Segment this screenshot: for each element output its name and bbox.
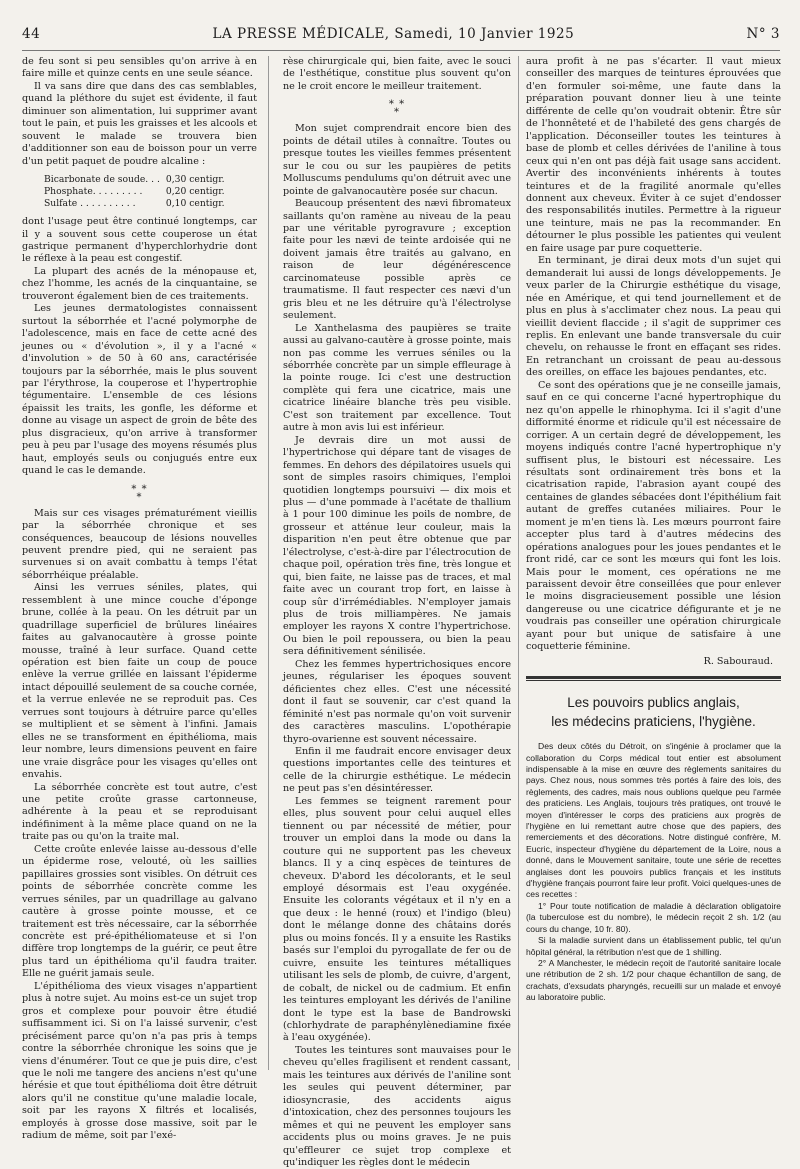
formula-ingredient: Bicarbonate de soude. . . [44, 174, 160, 186]
page-number: 44 [22, 26, 41, 42]
paragraph: Mais sur ces visages prématurément vieillis par la séborrhée chronique et ses conséquences, beaucoup de lésions nouvelles peuvent prendre pied, qui ne seraient pas survenues si on avait combattu à temps l'état séborrhéique préalable. [22, 507, 257, 581]
paragraph: de feu sont si peu sensibles qu'on arrive à en faire mille et quinze cents en une seule séance. [22, 56, 257, 80]
formula-dose: 0,20 centigr. [165, 186, 225, 198]
paragraph: Les jeunes dermatologistes connaissent surtout la séborrhée et l'acné polymorphe de l'adolescence, mais en face de cette acné des jeunes ou « d'évolution », il y a l'acné « d'involution » de 50 à 60 ans, caractérisée toujours par la séborrhée, mais le plus souvent par l'érythrose, la couperose et l'hypertrophie tégumentaire. L'ensemble de ces lésions épaissit les traits, les gonfle, les déforme et donne au visage un aspect de groin de bête des plus disgracieux, qu'on arrive à transformer peu à peu par l'usage des moyens résumés plus haut, employés seuls ou conjugués entre eux quand le cas le demande. [22, 303, 257, 477]
paragraph: 1° Pour toute notification de maladie à déclaration obligatoire (la tuberculose est du nombre), le médecin reçoit 2 sh. 1/2 (au cours du change, 10 fr. 80). [526, 900, 781, 934]
paragraph: Il va sans dire que dans des cas semblables, quand la pléthore du sujet est évidente, il faut diminuer son alimentation, lui supprimer avant tout le pain, et puis les graisses et les alcools et souvent le malade se trouvera bien d'additionner son eau de boisson pour un verre d'un petit paquet de poudre alcaline : [22, 80, 257, 167]
paragraph: Ce sont des opérations que je ne conseille jamais, sauf en ce qui concerne l'acné hypertrophique du nez qu'on appelle le rhinophyma. Ici il s'agit d'une difformité énorme et ridicule qu'il est nécessaire de corriger. A un certain degré de développement, les moyens indiqués contre l'acné hypertrophique n'y suffisent plus, le bistouri est nécessaire. Les résultats sont ordinairement très bons et la cicatrisation rapide, l'abrasion ayant coupé des centaines de glandes sébacées dont l'épithélium fait autant de greffes cutanées miliaires. Pour le moment je m'en tiens là. Les mœurs pourront faire accepter plus tard à d'autres médecins des opérations analogues pour les joues pendantes et le front ridé, car ce sont les mœurs qui font les lois. Mais pour le moment, ces opérations ne me paraissent devoir être conseillées que pour enlever le moins disgracieusement possible une lésion dangereuse ou une cicatrice défigurante et je ne voudrais pas conseiller une opération chirurgicale ayant pour but unique de satisfaire à une coquetterie féminine. [526, 379, 781, 653]
article-body [526, 741, 781, 1003]
column-2 [283, 56, 511, 1168]
paragraph: aura profit à ne pas s'écarter. Il vaut mieux conseiller des marques de teintures éprouvées que d'en formuler soi-même, une faute dans la préparation pouvant donner lieu à une teinte différente de celle qu'on voudrait obtenir. Être sûr de l'honnêteté et de l'habileté des gens chargés de l'application. Déconseiller toutes les teintures à base de plomb et celles dérivées de l'aniline à tous ceux qui n'en ont pas déjà fait usage sans accident. Avertir des inconvénients inhérents à toutes teintures et de la fragilité anormale qu'elles donnent aux cheveux. Éviter à ce sujet d'endosser des responsabilités inutiles. Permettre à la rigueur une teinture, mais ne pas la recommander. En détourner le plus possible les patientes qui veulent en faire usage par pure coquetterie. [526, 56, 781, 254]
formula-row [44, 186, 231, 198]
article-title-line: les médecins praticiens, l'hygiène. [551, 714, 756, 730]
paragraph: La séborrhée concrète est tout autre, c'est une petite croûte grasse cartonneuse, adhérente à la peau et se reproduisant indéfiniment à la même place quand on ne la traite pas ou qu'on la traite mal. [22, 781, 257, 843]
paragraph: Mon sujet comprendrait encore bien des points de détail utiles à connaître. Toutes ou presque toutes les vieilles femmes présentent sur le cou ou sur les paupières de petits Molluscums pendulums qu'on détruit avec une pointe de galvanocautère posée sur chacun. [283, 123, 511, 197]
paragraph: dont l'usage peut être continué longtemps, car il y a souvent sous cette couperose un état gastrique permanent d'hyperchlorhydrie dont le réflexe à la peau est congestif. [22, 216, 257, 265]
formula-ingredient: Phosphate. . . . . . . . . [44, 186, 143, 198]
article-divider [526, 680, 781, 681]
formula-row [44, 174, 231, 186]
paragraph: En terminant, je dirai deux mots d'un sujet qui demanderait lui aussi de longs développements. Je veux parler de la Chirurgie esthétique du visage, née en Amérique, et qui tend journellement et de plus en plus à s'acclimater chez nous. La peau qui vieillit devient flaccide ; il s'agit de supprimer ces replis. En enlevant une bande transversale du cuir chevelu, on rehausse le front en effaçant ses rides. En retranchant un croissant de peau au-dessous des oreilles, on efface les bajoues pendantes, etc. [526, 255, 781, 379]
paragraph: Des deux côtés du Détroit, on s'ingénie à proclamer que la collaboration du Corps médical tout entier est absolument indispensable à la mise en œuvre des règlements sanitaires du pays. Chez nous, nous sommes très portés à faire des lois, des règlements, des cadres, mais nous oublions quelque peu l'armée des praticiens. Les Anglais, toujours très pratiques, ont trouvé le moyen d'intéresser le corps des praticiens aux progrès de l'hygiène en lui remettant autre chose que des papiers, des remerciements et des décorations. Notre distingué confrère, M. Eucric, inspecteur d'hygiène du département de la Loire, nous a donné, dans le Mouvement sanitaire, toute une série de recettes anglaises dont les pouvoirs publics français et les instituts d'hygiène français pourront faire leur profit. Voici quelques-unes de ces recettes : [526, 741, 781, 900]
paragraph: 2° A Manchester, le médecin reçoit de l'autorité sanitaire locale une rétribution de 2 sh. 1/2 pour chaque échantillon de sang, de crachats, d'exsudats pharyngés, recueilli sur un malade et envoyé au laboratoire public. [526, 957, 781, 1003]
paragraph: La plupart des acnés de la ménopause et, chez l'homme, les acnés de la cinquantaine, se trouveront également bien de ces traitements. [22, 265, 257, 302]
column-1 [22, 56, 257, 1142]
journal-title-date: LA PRESSE MÉDICALE, Samedi, 10 Janvier 1925 [212, 26, 575, 42]
paragraph: L'épithélioma des vieux visages n'appartient plus à notre sujet. Au moins est-ce un sujet trop gros et complexe pour pouvoir être étudié suffisamment ici. Si on l'a laissé survenir, c'est précisément parce qu'on n'a pas pris à temps contre la séborrhée chronique les soins que je viens d'énumérer. Tout ce que je puis dire, c'est que le noli me tangere des anciens n'est qu'une hérésie et que tout épithélioma doit être détruit alors qu'il ne constitue qu'une maladie locale, soit par les rayons X filtrés et localisés, employés à grosse dose massive, soit par le radium de même, soit par l'exé- [22, 980, 257, 1142]
section-separator-asterism: * * * [388, 99, 406, 119]
prescription-formula [44, 174, 231, 210]
column-divider [268, 56, 269, 1070]
formula-dose: 0,10 centigr. [165, 198, 225, 210]
paragraph: Chez les femmes hypertrichosiques encore jeunes, régulariser les époques souvent déficientes chez elles. C'est une nécessité dont il faut se souvenir, car c'est quand la féminité n'est pas normale qu'on voit survenir des caractères masculins. L'opothérapie thyro-ovarienne est souvent nécessaire. [283, 658, 511, 745]
formula-dose: 0,30 centigr. [165, 174, 225, 186]
paragraph: Je devrais dire un mot aussi de l'hypertrichose qui dépare tant de visages de femmes. En dehors des dépilatoires usuels qui sont de simples rasoirs chimiques, l'emploi quotidien longtemps poursuivi — dix mois et plus — d'une pommade à l'acétate de thallium à 1 pour 100 diminue les poils de nombre, de grosseur et atténue leur couleur, mais la disparition n'en peut être obtenue que par l'électrolyse, c'est-à-dire par l'électrocution de chaque poil, opération très fine, très longue et qui, bien faite, ne laisse pas de traces, et mal faite avec un courant trop fort, en laisse à coup sûr d'irrémédiables. N'employer jamais plus de trois milliampères. Ne jamais employer les rayons X contre l'hypertrichose. Ou bien le poil repoussera, ou bien la peau sera définitivement sénilisée. [283, 434, 511, 658]
page-header [22, 26, 780, 51]
formula-ingredient: Sulfate . . . . . . . . . . [44, 198, 136, 210]
article-title [526, 693, 781, 731]
column-divider [518, 56, 519, 1070]
author-signature: R. Sabouraud. [703, 655, 773, 667]
paragraph: Enfin il me faudrait encore envisager deux questions importantes celle des teintures et celle de la chirurgie esthétique. Le médecin ne peut pas s'en désintéresser. [283, 746, 511, 795]
paragraph: Si la maladie survient dans un établissement public, tel qu'un hôpital général, la rétribution n'est que de 1 shilling. [526, 935, 781, 957]
paragraph: Le Xanthelasma des paupières se traite aussi au galvano-cautère à grosse pointe, mais non pas comme les verrues séniles ou la séborrhée concrète par un simple effleurage à la pointe rouge. Ici c'est une destruction complète qui fera une cicatrice, mais une cicatrice linéaire blanche très peu visible. C'est son traitement par excellence. Tout autre à mon avis lui est inférieur. [283, 322, 511, 434]
paragraph: rèse chirurgicale qui, bien faite, avec le souci de l'esthétique, constitue plus souvent qu'on ne le croit encore le meilleur traitement. [283, 56, 511, 92]
article-divider [526, 676, 781, 679]
article-title-line: Les pouvoirs publics anglais, [567, 695, 740, 711]
paragraph: Beaucoup présentent des nævi fibromateux saillants qu'on ramène au niveau de la peau par une véritable pyrogravure ; exception faite pour les nævi de teinte ardoisée qui ne doivent jamais être traités au galvano, en raison de leur dégénérescence carcinomateuse possible après ce traumatisme. Il faut respecter ces nævi d'un gris bleu et ne les détruire qu'à l'électrolyse seulement. [283, 198, 511, 322]
paragraph: Toutes les teintures sont mauvaises pour le cheveu qu'elles fragilisent et rendent cassant, mais les teintures aux dérivés de l'aniline sont les seules qui peuvent déterminer, par idiosyncrasie, des accidents aigus d'intoxication, chez des personnes toujours les mêmes et qui ne peuvent les employer sans accidents plus ou moins graves. Je ne puis qu'effleurer ce sujet trop complexe et qu'indiquer les règles dont le médecin [283, 1044, 511, 1168]
paragraph: Cette croûte enlevée laisse au-dessous d'elle un épiderme rose, velouté, où les saillies papillaires grossies sont visibles. On détruit ces points de séborrhée concrète comme les verrues séniles, par un quadrillage au galvano cautère à grosse pointe mousse, et ce traitement est très nécessaire, car la séborrhée concrète est pré-épithéliomateuse et si l'on diffère trop longtemps de la guérir, ce peut être plus tard un épithélioma qu'il faudra traiter. Elle ne guérit jamais seule. [22, 843, 257, 980]
paragraph: Les femmes se teignent rarement pour elles, plus souvent pour celui auquel elles tiennent ou par nécessité de métier, pour trouver un emploi dans la mode ou dans la couture qui ne supportent pas les cheveux blancs. Il y a cinq espèces de teintures de cheveux. D'abord les décolorants, et le seul employé désormais est l'eau oxygénée. Ensuite les colorants végétaux et il n'y en a que deux : le henné (roux) et l'indigo (bleu) dont le mélange donne des châtains dorés plus ou moins foncés. Il y a ensuite les Rastiks basés sur l'emploi du pyrogallate de fer ou de cuivre, ensuite les teintures métalliques utilisant les sels de plomb, de cuivre, d'argent, de cobalt, de nickel ou de cadmium. Et enfin les teintures employant les dérivés de l'aniline dont le type est la base de Bandrowski (chlorhydrate de paraphénylènediamine fixée à l'eau oxygénée). [283, 795, 511, 1044]
formula-row [44, 198, 231, 210]
column-3 [526, 56, 781, 1070]
issue-number: N° 3 [746, 26, 780, 42]
paragraph: Ainsi les verrues séniles, plates, qui ressemblent à une mince couche d'éponge brune, collée à la peau. On les détruit par un quadrillage superficiel de brûlures linéaires faites au galvanocautère à grosse pointe mousse, traîné à leur surface. Quand cette opération est bien faite un coup de pouce enlève la verrue grillée en laissant l'épiderme intact dépouillé seulement de sa couche cornée, et la verrue enlevée ne se reproduit pas. Ces verrues sont toujours à détruire parce qu'elles se multiplient et se sèment à l'infini. Jamais elles ne se transforment en épithélioma, mais leur nombre, leurs dimensions peuvent en faire une vraie disgrâce pour les visages qu'elles ont envahis. [22, 582, 257, 781]
section-separator-asterism: * * * [131, 483, 148, 503]
